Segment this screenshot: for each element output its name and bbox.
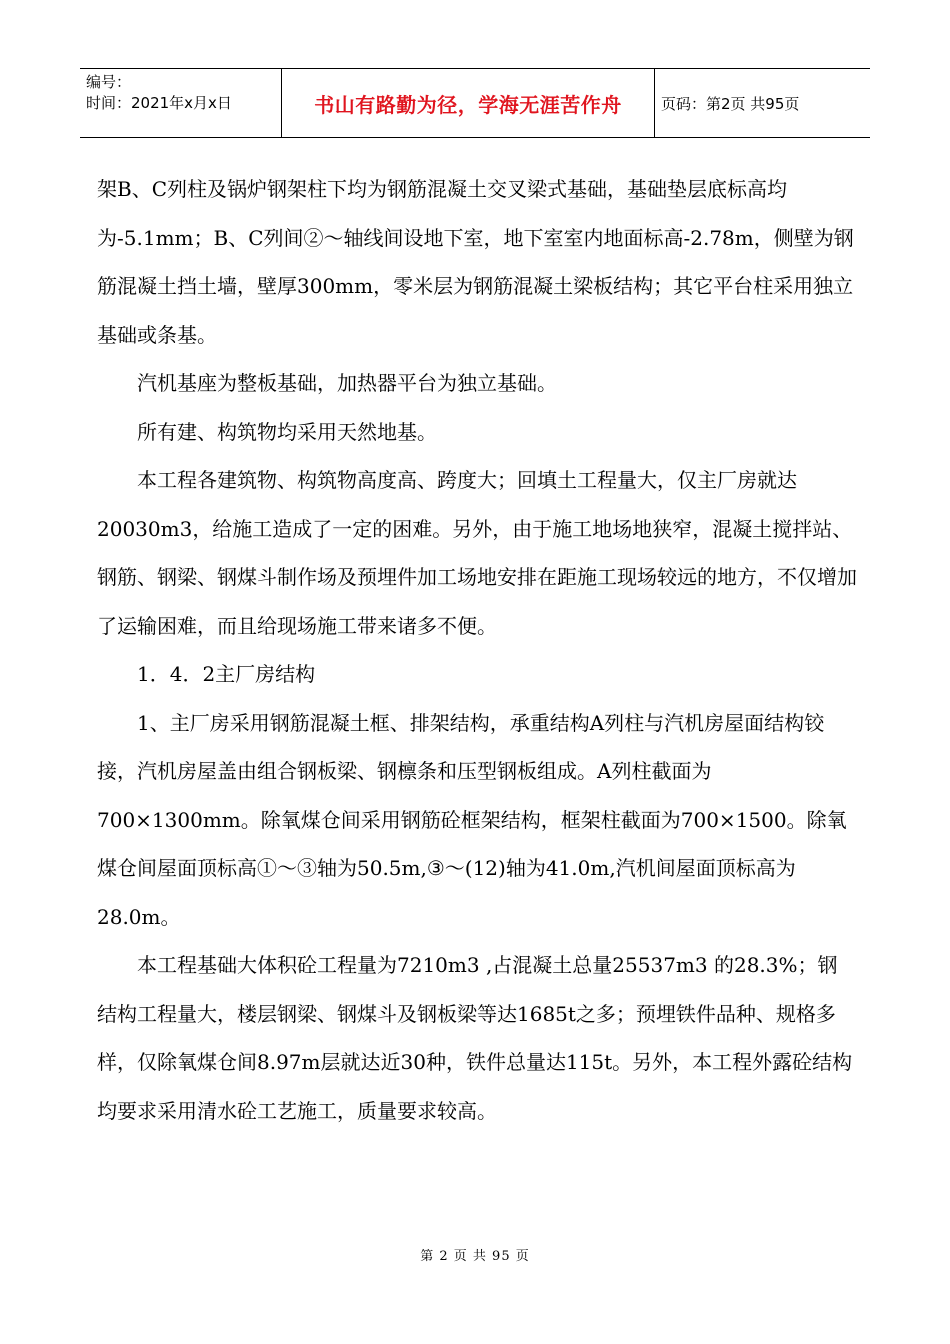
header-motto-cell xyxy=(282,69,655,137)
body-paragraph: 汽机基座为整板基础，加热器平台为独立基础。 xyxy=(137,371,557,395)
header-motto: 书山有路勤为径，学海无涯苦作舟 xyxy=(314,92,622,117)
body-paragraph: 本工程基础大体积砼工程量为7210m3 ,占混凝土总量25537m3 的28.3%；钢结构工程量大，楼层钢梁、钢煤斗及钢板梁等达1685t之多；预埋铁件品种、规格多样，仅除氧煤仓间8.97m层就达近30种，铁件总量达115t。另外，本工程外露砼结构均要求采用清水砼工艺施工，质量要求较高。 xyxy=(97,953,853,1123)
header-page-info: 页码：第2页 共95页 xyxy=(661,94,800,113)
body-paragraph: 1、主厂房采用钢筋混凝土框、排架结构，承重结构A列柱与汽机房屋面结构铰接，汽机房屋盖由组合钢板梁、钢檩条和压型钢板组成。A列柱截面为700×1300mm。除氧煤仓间采用钢筋砼框架结构，框架柱截面为700×1500。除氧煤仓间屋面顶标高①～③轴为50.5m,③～(12)轴为41.0m,汽机间屋面顶标高为28.0m。 xyxy=(97,710,847,929)
document-body xyxy=(97,165,857,1135)
header-meta xyxy=(80,69,282,137)
page-footer: 第 2 页 共 95 页 xyxy=(420,1249,530,1264)
body-paragraph: 所有建、构筑物均采用天然地基。 xyxy=(137,419,437,444)
body-paragraph: 本工程各建筑物、构筑物高度高、跨度大；回填土工程量大，仅主厂房就达20030m3，给施工造成了一定的困难。另外，由于施工地场地狭窄，混凝土搅拌站、钢筋、钢梁、钢煤斗制作场及预埋件加工场地安排在距施工现场较远的地方，不仅增加了运输困难，而且给现场施工带来诸多不便。 xyxy=(97,468,857,638)
body-paragraph: 架B、C列柱及锅炉钢架柱下均为钢筋混凝土交叉梁式基础，基础垫层底标高均为-5.1mm；B、C列间②～轴线间设地下室，地下室室内地面标高-2.78m，侧壁为钢筋混凝土挡土墙，壁厚300mm，零米层为钢筋混凝土梁板结构；其它平台柱采用独立基础或条基。 xyxy=(97,177,854,347)
page-header xyxy=(80,68,870,138)
header-page-info-cell xyxy=(655,69,870,137)
section-heading: 1．4．2主厂房结构 xyxy=(137,662,316,686)
document-time-label: 时间：2021年x月x日 xyxy=(86,94,232,112)
document-number-label: 编号： xyxy=(86,73,132,91)
